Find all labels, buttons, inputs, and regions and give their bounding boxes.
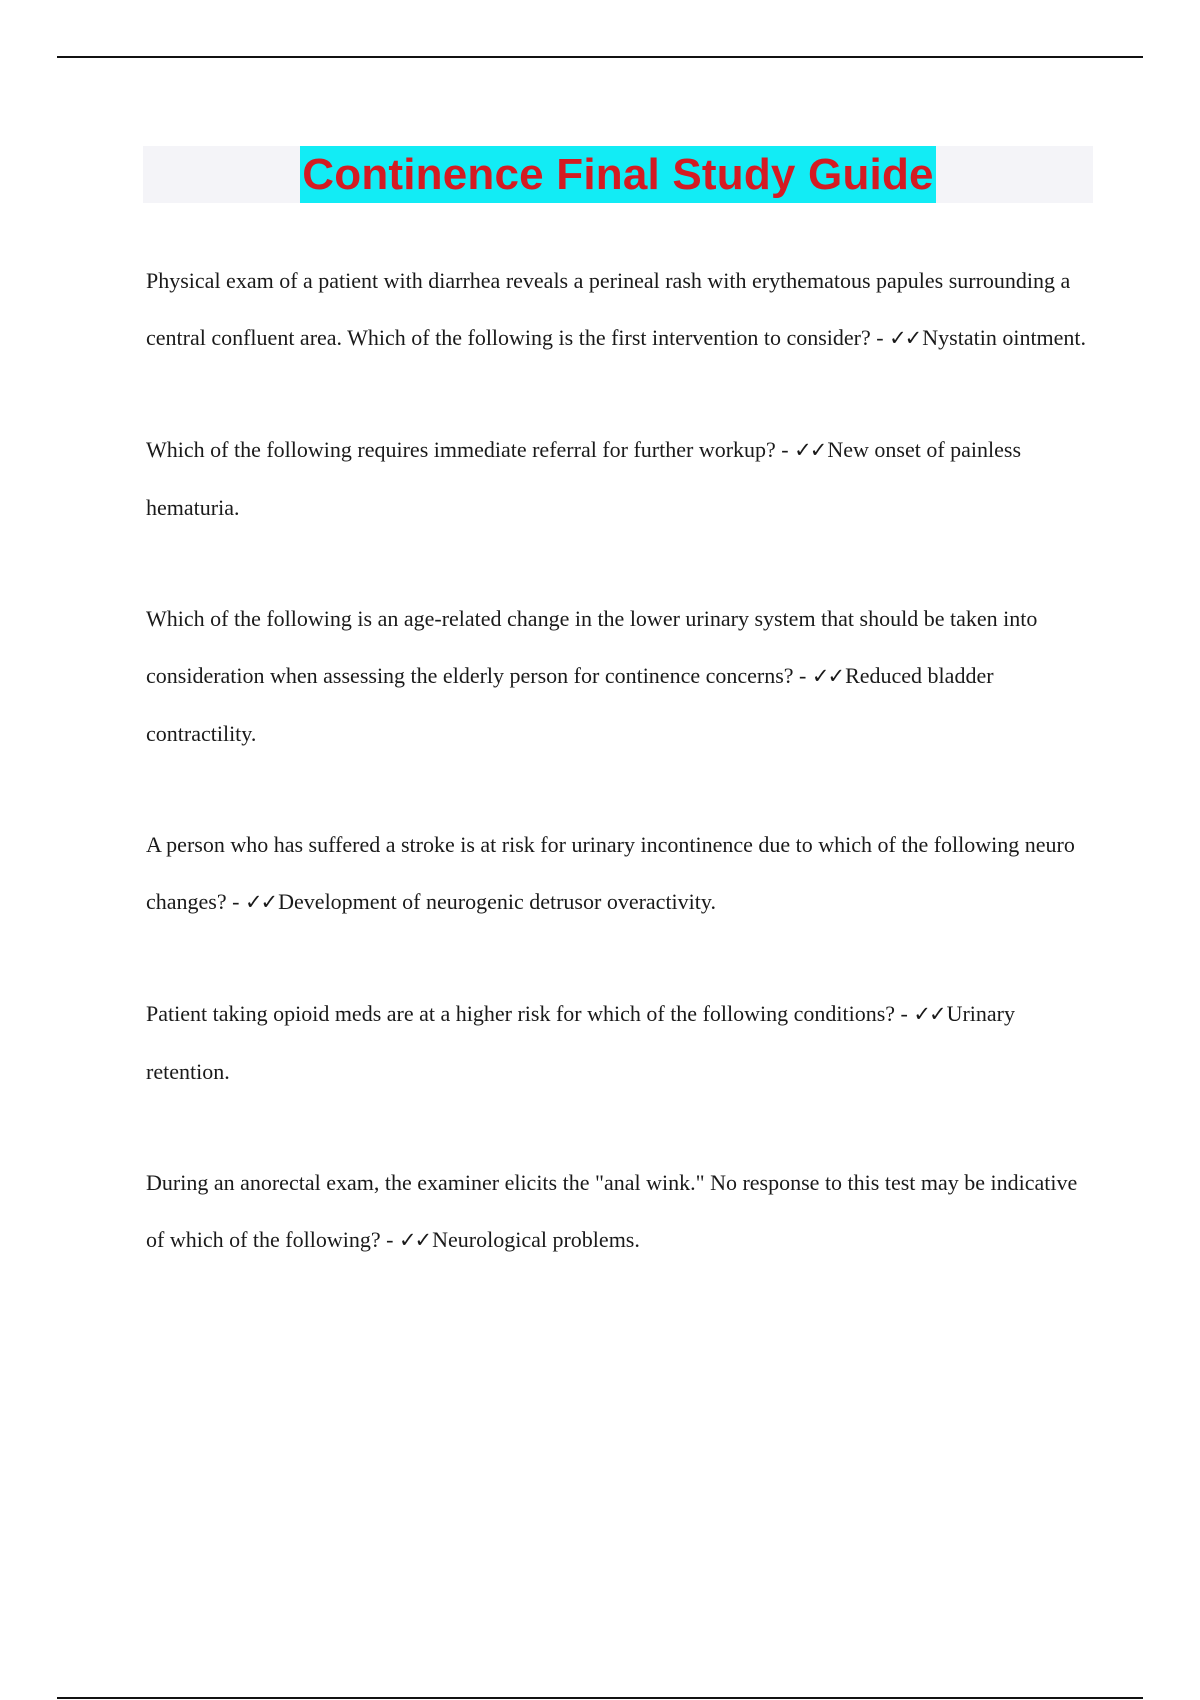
question-text: Patient taking opioid meds are at a higher risk for which of the following conditions? -: [146, 1001, 914, 1026]
qa-item: [146, 1154, 1096, 1269]
check-icon: ✓✓: [913, 1002, 945, 1026]
question-text: Physical exam of a patient with diarrhea reveals a perineal rash with erythematous papules surrounding a central confluent area. Which of the following is the first intervention to consider? -: [146, 268, 1071, 350]
qa-item: [146, 252, 1096, 367]
bottom-rule: [57, 1697, 1143, 1699]
qa-paragraph: [146, 252, 1096, 367]
answer-text: Nystatin ointment.: [922, 325, 1087, 350]
qa-paragraph: [146, 421, 1096, 536]
qa-paragraph: [146, 590, 1096, 762]
question-text: During an anorectal exam, the examiner elicits the "anal wink." No response to this test may be indicative of which of the following? -: [146, 1170, 1078, 1252]
top-rule: [57, 56, 1143, 58]
check-icon: ✓✓: [398, 1228, 431, 1252]
answer-text: Development of neurogenic detrusor overactivity.: [278, 889, 716, 914]
qa-paragraph: [146, 1154, 1096, 1269]
question-text: A person who has suffered a stroke is at risk for urinary incontinence due to which of the following neuro changes? -: [146, 832, 1075, 914]
qa-paragraph: [146, 816, 1096, 931]
answer-text: New onset of painless hematuria.: [146, 437, 1022, 520]
check-icon: ✓✓: [794, 438, 826, 462]
check-icon: ✓✓: [811, 664, 844, 688]
page-title: Continence Final Study Guide: [302, 149, 934, 199]
qa-paragraph: [146, 985, 1096, 1100]
qa-item: [146, 590, 1096, 762]
answer-text: Reduced bladder contractility.: [146, 663, 994, 746]
qa-item: [146, 985, 1096, 1100]
answer-text: Neurological problems.: [432, 1227, 640, 1252]
title-highlight: [300, 146, 935, 203]
question-text: Which of the following is an age-related change in the lower urinary system that should be taken into consideration when assessing the elderly person for continence concerns? -: [146, 606, 1038, 688]
check-icon: ✓✓: [889, 326, 921, 350]
answer-text: Urinary retention.: [146, 1001, 1016, 1084]
study-guide-content: [146, 252, 1096, 1323]
question-text: Which of the following requires immediate referral for further workup? -: [146, 437, 795, 462]
check-icon: ✓✓: [244, 890, 277, 914]
qa-item: [146, 421, 1096, 536]
title-band: [143, 146, 1093, 203]
qa-item: [146, 816, 1096, 931]
